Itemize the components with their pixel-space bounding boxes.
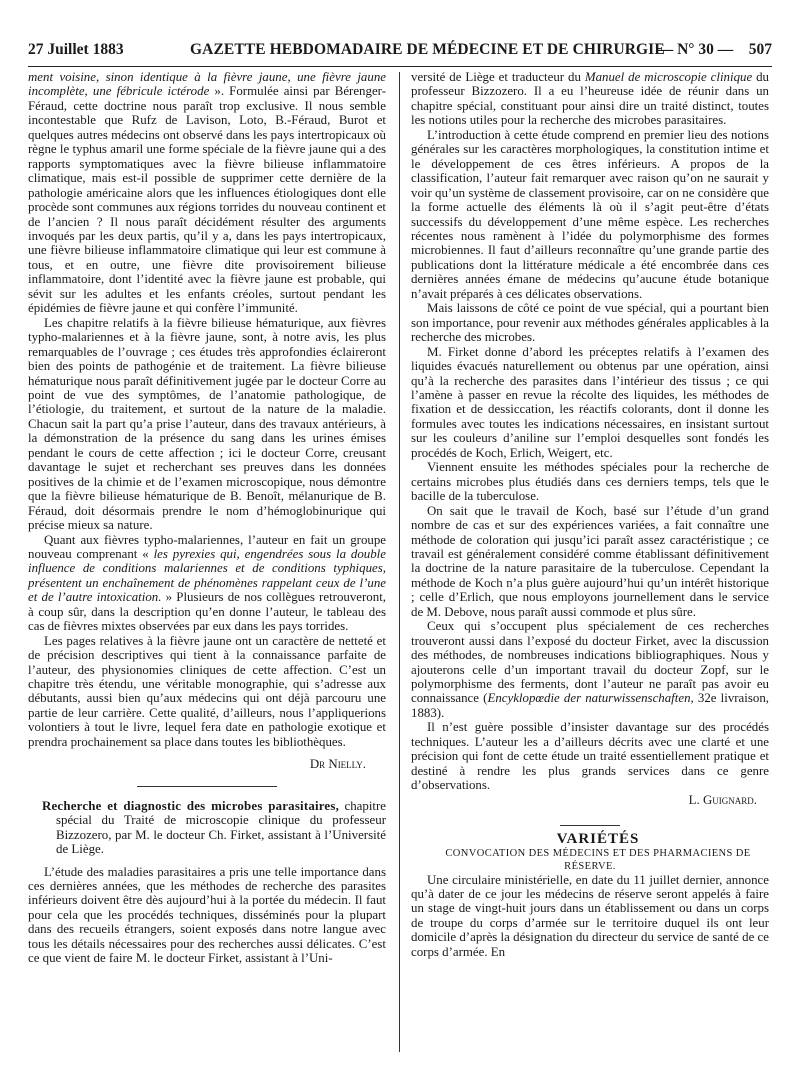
section-heading: VARIÉTÉS [556, 831, 640, 848]
issue-number: — N° 30 — [657, 41, 734, 58]
signature: Dr Nielly. [309, 757, 366, 772]
paragraph: On sait que le travail de Koch, basé sur l’étude d’un grand nombre de cas et sur des expériences variées, a fait connaître une méthode de coloration qui jusqu’ici paraît assez caractéristique ; ce travail est généralement considéré comme établissant définitivement la doctrine de la nature parasitaire de la tuberculose. Cependant la méthode de Koch n’a plus guère aujourd’hui qu’un intérêt historique ; celle d’Erlich, que nous employons journellement dans le service de M. Debove, nous paraît aussi commode et plus sûre. [411, 503, 769, 619]
italic-quote: les pyrexies qui, engendrées sous la double influence de conditions malariennes et de conditions typhiques, présentent un enchaînement de phénomènes rappelant ceux de l’une et de l’autre intoxication. [28, 546, 386, 605]
paragraph: L’étude des maladies parasitaires a pris une telle importance dans ces dernières années, que les méthodes de recherche des parasites inférieurs doivent être dès aujourd’hui à la portée du médecin. Il faut pour cela que les procédés techniques, disséminés pour la plupart dans des recueils étrangers, soient exposés dans notre langue avec tous les détails nécessaires pour des recherches aussi délicates. C’est ce que vient de faire M. le docteur Firket, assistant à l’Uni- [28, 864, 386, 966]
header-rule [28, 66, 772, 67]
left-column [28, 70, 386, 966]
paragraph: ment voisine, sinon identique à la fièvre jaune, une fièvre jaune incomplète, une fébricule ictérode ». Formulée ainsi par Bérenger-Féraud, cette doctrine nous paraît trop exclusive. Il nous semble incontestable que Rufz de Lavison, Loto, B.-Féraud, Burot et quelques autres médecins ont observé dans les pays intertropicaux où règne le typhus amaril une forme spéciale de la fièvre jaune qui a des rapports symptomatiques avec la fièvre bilieuse inflammatoire climatique, mais est-il possible de supprimer cette dernière de la pathologie américaine alors que les influences étiologiques dont elle procède sont communes aux régions torrides du nouveau continent et de l’ancien ? Il nous paraît décidément résulter des arguments invoqués par les deux partis, qu’il y a, dans les pays intertropicaux, une fièvre bilieuse inflammatoire climatique qui leur est commune à tous, et en outre, une fièvre dite provisoirement bilieuse inflammatoire, dont l’identité avec la fièvre jaune est probable, qui sévit sur les adultes et les enfants créoles, surtout pendant les épidémies de fièvre jaune et qui confère l’immunité. [28, 70, 386, 316]
header-right [658, 38, 772, 62]
paragraph: Ceux qui s’occupent plus spécialement de ces recherches trouveront aussi dans l’exposé du docteur Firket, avec la discussion des méthodes, de nombreuses indications bibliographiques. Nous y ajouterons celle d’un important travail du docteur Zopf, sur le polymorphisme des ferments, dont l’auteur ne paraît pas avoir eu connaissance (Encyklopœdie der naturwissenschaften, 32e livraison, 1883). [411, 619, 769, 720]
column-divider [399, 72, 400, 1052]
paragraph: Viennent ensuite les méthodes spéciales pour la recherche de certains microbes plus étudiés dans ces derniers temps, tels que le bacille de la tuberculose. [411, 460, 769, 504]
paragraph: Quant aux fièvres typho-malariennes, l’auteur en fait un groupe nouveau comprenant « les pyrexies qui, engendrées sous la double influence de conditions malariennes et de conditions typhiques, présentent un enchaînement de phénomènes rappelant ceux de l’une et de l’autre intoxication. » Plusieurs de nos collègues retrouveront, à coup sûr, dans la description qu’en donne l’auteur, le tableau des cas de fièvres mixtes observées par eux dans les pays torrides. [28, 532, 386, 634]
paragraph: M. Firket donne d’abord les préceptes relatifs à l’examen des liquides évacués naturellement ou obtenus par une opération, ainsi qu’à la recherche des parasites dans l’intérieur des tissus ; ce qui l’amène à passer en revue la récolte des liquides, les méthodes de fixation et de dessiccation, les réactifs colorants, dont il donne les formules avec toutes les indications nécessaires, en insistant surtout sur les couleurs d’aniline sur l’emploi desquelles sont fondés les procédés de Koch, Erlich, Weigert, etc. [411, 344, 769, 460]
header-date: 27 Juillet 1883 [28, 41, 124, 58]
article-title: Recherche et diagnostic des microbes parasitaires, chapitre spécial du Traité de microscopie clinique du professeur Bizzozero, par M. le docteur Ch. Firket, assistant à l’Université de Liège. [42, 798, 386, 857]
italic-quote: ment voisine, sinon identique à la fièvre jaune, une fièvre jaune incomplète, une fébricule ictérode [28, 70, 386, 99]
separator-rule [137, 786, 277, 787]
right-column [411, 70, 769, 959]
journal-title: GAZETTE HEBDOMADAIRE DE MÉDECINE ET DE CHIRURGIE [190, 41, 665, 58]
paragraph: L’introduction à cette étude comprend en premier lieu des notions générales sur les caractères morphologiques, la constitution intime et le développement de ces êtres inférieurs. A propos de la classification, l’auteur fait remarquer avec raison qu’on ne saurait y voir qu’un système de classement provisoire, car on ne considère que la forme actuelle des éléments là où il s’agit peut-être d’états successifs du développement d’une même espèce. Les recherches récentes nous ramènent à l’idée du polymorphisme des formes microbiennes. Il faut d’ailleurs reconnaître qu’une grande partie des publications dont la littérature médicale a été encombrée dans ces dernières années émane de médecins qu’aucune étude botanique n’avait préparés à ces délicates observations. [411, 127, 769, 301]
paragraph: Mais laissons de côté ce point de vue spécial, qui a pourtant bien son importance, pour revenir aux méthodes générales applicables à la recherche des microbes. [411, 301, 769, 345]
paragraph: Il n’est guère possible d’insister davantage sur des procédés techniques. L’auteur les a d’ailleurs décrits avec une clarté et une précision qui font de cette étude un traité essentiellement pratique et destiné à rendre les plus grands services dans ce genre d’observations. [411, 720, 769, 793]
paragraph: Les chapitre relatifs à la fièvre bilieuse hématurique, aux fièvres typho-malariennes et à la fièvre jaune, sont, à notre avis, les plus remarquables de l’ouvrage ; ces études très approfondies éclaireront bien des points de pathogénie et de traitement. La fièvre bilieuse hématurique nous paraît définitivement jugée par le docteur Corre au point de vue des symptômes, de l’anatomie pathologique, de l’étiologie, du traitement, et surtout de la nature de la maladie. Chacun sait la part qu’a prise l’auteur, dans des travaux antérieurs, à la démonstration de la présence du sang dans les urines émises pendant le cours de cette affection ; ici le docteur Corre, creusant davantage le sujet et recherchant ses preuves dans les données positives de la chimie et de l’examen microscopique, nous démontre que la fièvre bilieuse hématurique de B. Benoît, mélanurique de B. Féraud, doit désormais prendre le nom d’hémoglobinurique qui précise mieux sa nature. [28, 315, 386, 533]
page-number: 507 [748, 41, 772, 58]
paragraph: Les pages relatives à la fièvre jaune ont un caractère de netteté et de précision descriptives qui tient à la connaissance parfaite de l’auteur, des physionomies cliniques de cette affection. C’est un chapitre très étendu, une véritable monographie, qui s’adresse aux débutants, aussi bien qu’aux médecins qui ont déjà parcouru une partie de leur carrière. Cette qualité, d’ailleurs, nous l’appliquerions volontiers à tout le livre, lequel fera date en pathologie exotique et prendra prochainement sa place dans toutes les bibliothèques. [28, 633, 386, 749]
paragraph: Une circulaire ministérielle, en date du 11 juillet dernier, annonce qu’à dater de ce jour les médecins de réserve seront appelés à faire un stage de vingt-huit jours dans un établissement ou dans un corps de troupe du corps d’armée sur le territoire duquel ils ont leur domicile d’après la désignation du directeur du service de santé de ce corps d’armée. En [411, 872, 769, 959]
book-title: Manuel de microscopie clinique [584, 70, 753, 84]
signature: L. Guignard. [688, 792, 757, 807]
article-title-bold: Recherche et diagnostic des microbes parasitaires, [42, 798, 339, 813]
section-rule [560, 825, 620, 826]
paragraph: versité de Liège et traducteur du Manuel de microscopie clinique du professeur Bizzozero. Il a eu l’heureuse idée de réunir dans un chapitre spécial, constituant pour ainsi dire un traité distinct, toutes les notions utiles pour la recherche des microbes parasitaires. [411, 70, 769, 128]
citation-title: Encyklopœdie der naturwissenschaften [487, 691, 691, 706]
running-header [28, 38, 772, 62]
section-subheading: CONVOCATION DES MÉDECINS ET DES PHARMACIENS DE RÉSERVE. [445, 847, 751, 872]
